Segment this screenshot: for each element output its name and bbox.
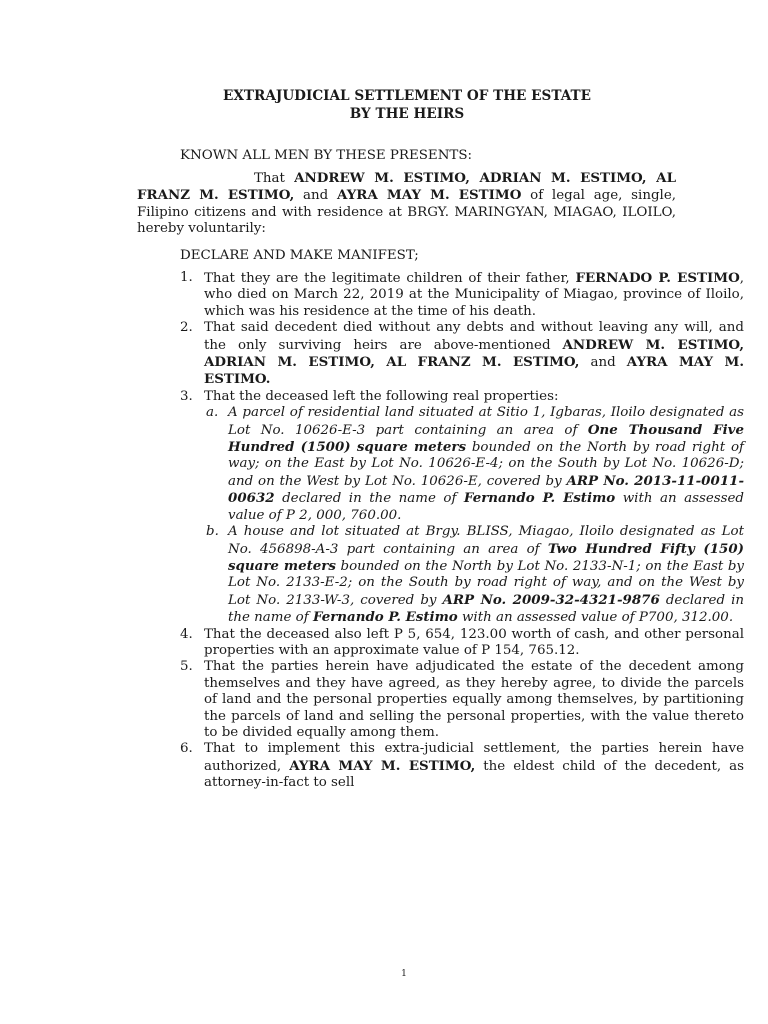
list-item bbox=[180, 659, 744, 741]
intro-heirs-names: ANDREW M. ESTIMO, ADRIAN M. ESTIMO, AL FRANZ M. ESTIMO, bbox=[137, 170, 676, 204]
known-all-men: KNOWN ALL MEN BY THESE PRESENTS: bbox=[180, 148, 473, 163]
item-number: 5. bbox=[180, 659, 193, 675]
intro-ayra-name: AYRA MAY M. ESTIMO bbox=[336, 187, 522, 204]
item-text: That the deceased also left P 5, 654, 123.00 worth of cash, and other personal properties with an approximate value of P 154, 765.12. bbox=[204, 626, 744, 658]
property-text: with an assessed value of P 2, 000, 760.00. bbox=[228, 491, 744, 523]
heirs-names: ANDREW M. ESTIMO, ADRIAN M. ESTIMO, AL FRANZ M. ESTIMO, bbox=[204, 336, 744, 371]
item-text: That said decedent died without any debts and without leaving any will, and the only surviving heirs are above-mentioned bbox=[204, 320, 744, 353]
property-text: declared in the name of bbox=[228, 592, 744, 626]
list-item bbox=[180, 741, 744, 791]
ayra-name: AYRA MAY M. ESTIMO, bbox=[289, 757, 476, 774]
intro-text-1: That bbox=[254, 171, 295, 186]
item-number: 2. bbox=[180, 320, 193, 336]
list-item bbox=[180, 388, 745, 627]
page-number: 1 bbox=[401, 969, 407, 979]
property-text: declared in the name of bbox=[274, 491, 464, 507]
property-letter: a. bbox=[206, 405, 219, 421]
property-text: bounded on the North by Lot No. 2133-N-1; on the East by Lot No. 2133-E-2; on the South by road right of way, and on the West by Lot No. 2133-W-3, covered by bbox=[228, 558, 744, 608]
title-line-1: EXTRAJUDICIAL SETTLEMENT OF THE ESTATE bbox=[223, 88, 591, 104]
list-item bbox=[180, 320, 744, 389]
property-text: bounded on the North by road right of way; on the East by Lot No. 10626-E-4; on the South by Lot No. 10626-D; and on the West by Lot No. 10626-E, covered by bbox=[228, 440, 744, 489]
property-text: A house and lot situated at Brgy. BLISS, Miagao, Iloilo designated as Lot No. 456898-A-3 part containing an area of bbox=[228, 524, 744, 557]
property-arp: ARP No. 2013-11-0011-00632 bbox=[228, 472, 745, 507]
list-item bbox=[180, 626, 744, 660]
property-text: A parcel of residential land situated at Sitio 1, Igbaras, Iloilo designated as Lot No. 10626-E-3 part containing an area of bbox=[228, 405, 744, 438]
item-number: 1. bbox=[180, 270, 193, 285]
item-number: 6. bbox=[180, 741, 193, 757]
list-item bbox=[180, 270, 744, 320]
father-name: FERNADO P. ESTIMO bbox=[575, 270, 740, 286]
property-owner: Fernando P. Estimo bbox=[312, 609, 458, 626]
ayra-name: AYRA MAY M. ESTIMO. bbox=[204, 354, 744, 388]
property-area: Two Hundred Fifty (150) square meters bbox=[228, 540, 744, 574]
declare-heading: DECLARE AND MAKE MANIFEST; bbox=[180, 248, 419, 263]
properties-list bbox=[204, 405, 744, 626]
property-arp: ARP No. 2009-32-4321-9876 bbox=[442, 591, 660, 608]
item-number: 4. bbox=[180, 626, 193, 642]
item-text: That they are the legitimate children of their father, bbox=[204, 271, 576, 286]
item-text: , who died on March 22, 2019 at the Municipality of Miagao, province of Iloilo, which was his residence at the time of his death. bbox=[204, 271, 744, 319]
intro-text-2: and bbox=[294, 188, 337, 204]
declarations-list bbox=[137, 270, 744, 792]
intro-paragraph bbox=[137, 170, 676, 238]
property-area: One Thousand Five Hundred (1500) square meters bbox=[228, 421, 744, 456]
item-text: That the deceased left the following real properties: bbox=[204, 388, 559, 404]
intro-text-3: of legal age, single, Filipino citizens and with residence at BRGY. MARINGYAN, MIAGAO, ILOILO, hereby voluntarily: bbox=[137, 188, 676, 237]
item-number: 3. bbox=[180, 388, 193, 404]
property-owner: Fernando P. Estimo bbox=[463, 490, 616, 507]
property-item bbox=[206, 524, 744, 626]
title-line-2: BY THE HEIRS bbox=[349, 105, 465, 122]
item-text: That the parties herein have adjudicated the estate of the decedent among themselves and they have agreed, as they hereby agree, to divide the parcels of land and the personal properties equally among themselves, by partitioning the parcels of land and selling the personal properties, with the value thereto to be divided equally among them. bbox=[204, 659, 744, 740]
property-text: with an assessed value of P700, 312.00. bbox=[457, 610, 734, 626]
property-item bbox=[206, 405, 745, 524]
item-text: the eldest child of the decedent, as attorney-in-fact to sell bbox=[204, 758, 744, 791]
item-text: That to implement this extra-judicial settlement, the parties herein have authorized, bbox=[204, 741, 744, 774]
item-text: and bbox=[579, 355, 627, 371]
document-title bbox=[0, 88, 768, 123]
property-letter: b. bbox=[206, 524, 219, 540]
